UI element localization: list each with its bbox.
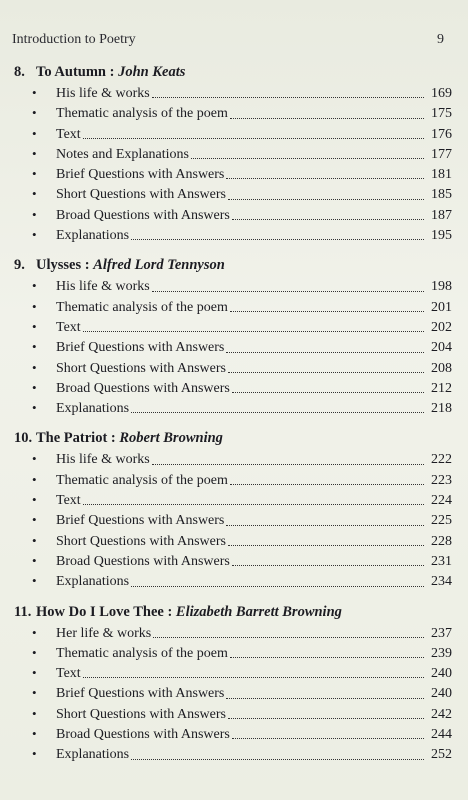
toc-chapter xyxy=(12,62,452,245)
entry-label: Broad Questions with Answers xyxy=(56,207,230,223)
entry-label: Short Questions with Answers xyxy=(56,706,226,722)
toc-entry xyxy=(12,83,452,103)
dot-leader xyxy=(230,484,424,485)
chapter-heading xyxy=(12,62,452,83)
entry-page-number: 195 xyxy=(431,228,452,244)
dot-leader xyxy=(228,199,424,200)
dot-leader xyxy=(228,372,424,373)
entry-page-number: 202 xyxy=(431,319,452,335)
toc-entry xyxy=(12,378,452,398)
entry-label: Text xyxy=(56,126,81,142)
toc-chapter xyxy=(12,428,452,591)
toc-entry xyxy=(12,337,452,357)
running-header xyxy=(12,32,444,48)
dot-leader xyxy=(228,545,424,546)
entry-label: Text xyxy=(56,493,81,509)
entry-label: Brief Questions with Answers xyxy=(56,340,225,356)
bullet-icon: • xyxy=(32,685,37,701)
bullet-icon: • xyxy=(32,318,37,334)
bullet-icon: • xyxy=(32,573,37,589)
entry-page-number: 225 xyxy=(431,513,452,529)
entry-page-number: 201 xyxy=(431,299,452,315)
bullet-icon: • xyxy=(32,359,37,375)
bullet-icon: • xyxy=(32,644,37,660)
dot-leader xyxy=(131,412,424,413)
toc-entry xyxy=(12,531,452,551)
dot-leader xyxy=(131,239,424,240)
chapter-heading xyxy=(12,428,452,449)
bullet-icon: • xyxy=(32,471,37,487)
toc-entry xyxy=(12,103,452,123)
chapter-author: John Keats xyxy=(118,64,186,80)
toc-entry xyxy=(12,205,452,225)
bullet-icon: • xyxy=(32,166,37,182)
toc-entry xyxy=(12,276,452,296)
bullet-icon: • xyxy=(32,746,37,762)
bullet-icon: • xyxy=(32,105,37,121)
entry-page-number: 228 xyxy=(431,533,452,549)
entry-page-number: 242 xyxy=(431,706,452,722)
dot-leader xyxy=(232,565,424,566)
entry-label: Text xyxy=(56,666,81,682)
dot-leader xyxy=(191,158,424,159)
bullet-icon: • xyxy=(32,206,37,222)
bullet-icon: • xyxy=(32,705,37,721)
dot-leader xyxy=(228,718,424,719)
chapter-title: How Do I Love Thee : xyxy=(36,603,176,620)
dot-leader xyxy=(232,738,424,739)
chapter-number: 9. xyxy=(14,257,25,274)
entry-page-number: 231 xyxy=(431,553,452,569)
bullet-icon: • xyxy=(32,85,37,100)
entry-label: Brief Questions with Answers xyxy=(56,686,225,702)
toc-entry xyxy=(12,623,452,643)
dot-leader xyxy=(226,525,424,526)
entry-page-number: 244 xyxy=(431,727,452,743)
dot-leader xyxy=(226,352,424,353)
toc-entry xyxy=(12,297,452,317)
entry-page-number: 204 xyxy=(431,340,452,356)
bullet-icon: • xyxy=(32,532,37,548)
toc-entry xyxy=(12,317,452,337)
entry-page-number: 198 xyxy=(431,279,452,295)
entry-label: Brief Questions with Answers xyxy=(56,513,225,529)
dot-leader xyxy=(232,392,424,393)
entry-label: Explanations xyxy=(56,401,130,417)
dot-leader xyxy=(131,759,424,760)
table-of-contents xyxy=(12,62,452,775)
dot-leader xyxy=(152,291,424,292)
toc-entry xyxy=(12,470,452,490)
toc-entry xyxy=(12,164,452,184)
toc-entry xyxy=(12,358,452,378)
dot-leader xyxy=(83,331,424,332)
bullet-icon: • xyxy=(32,278,37,294)
entry-label: Broad Questions with Answers xyxy=(56,380,230,396)
bullet-icon: • xyxy=(32,552,37,568)
chapter-title: To Autumn : xyxy=(36,64,119,80)
bullet-icon: • xyxy=(32,451,37,467)
toc-entry xyxy=(12,144,452,164)
entry-label: Her life & works xyxy=(56,625,152,641)
bullet-icon: • xyxy=(32,512,37,528)
chapter-author: Elizabeth Barrett Browning xyxy=(175,603,342,620)
running-title: Introduction to Poetry xyxy=(12,32,136,47)
entry-label: Short Questions with Answers xyxy=(56,187,226,203)
entry-page-number: 212 xyxy=(431,380,452,396)
bullet-icon: • xyxy=(32,624,37,640)
toc-entry xyxy=(12,744,452,764)
dot-leader xyxy=(226,698,424,699)
entry-label: Thematic analysis of the poem xyxy=(56,299,228,315)
entry-label: Thematic analysis of the poem xyxy=(56,645,228,661)
entry-page-number: 237 xyxy=(431,625,452,641)
chapter-title: The Patriot : xyxy=(36,430,120,447)
chapter-heading xyxy=(12,255,452,276)
entry-label: Thematic analysis of the poem xyxy=(56,472,228,488)
chapter-heading xyxy=(12,602,452,623)
entry-label: Short Questions with Answers xyxy=(56,533,226,549)
dot-leader xyxy=(153,637,424,638)
entry-page-number: 185 xyxy=(431,187,452,203)
bullet-icon: • xyxy=(32,400,37,416)
entry-page-number: 176 xyxy=(431,126,452,142)
toc-entry xyxy=(12,510,452,530)
chapter-title: Ulysses : xyxy=(36,257,94,274)
entry-page-number: 239 xyxy=(431,645,452,661)
toc-entry xyxy=(12,663,452,683)
bullet-icon: • xyxy=(32,125,37,141)
dot-leader xyxy=(83,504,424,505)
entry-label: His life & works xyxy=(56,86,150,101)
toc-chapter xyxy=(12,602,452,765)
toc-entry xyxy=(12,724,452,744)
entry-label: Broad Questions with Answers xyxy=(56,553,230,569)
entry-label: Explanations xyxy=(56,747,130,763)
chapter-number: 8. xyxy=(14,64,25,80)
bullet-icon: • xyxy=(32,186,37,202)
chapter-author: Alfred Lord Tennyson xyxy=(93,257,225,274)
toc-entry xyxy=(12,571,452,591)
entry-label: Short Questions with Answers xyxy=(56,360,226,376)
toc-entry xyxy=(12,184,452,204)
entry-label: Explanations xyxy=(56,574,130,590)
dot-leader xyxy=(131,586,424,587)
dot-leader xyxy=(83,138,424,139)
bullet-icon: • xyxy=(32,726,37,742)
toc-chapter xyxy=(12,255,452,418)
entry-label: Brief Questions with Answers xyxy=(56,167,225,183)
toc-entry xyxy=(12,490,452,510)
dot-leader xyxy=(152,464,424,465)
entry-label: His life & works xyxy=(56,452,150,468)
entry-label: Notes and Explanations xyxy=(56,146,189,162)
toc-entry xyxy=(12,683,452,703)
entry-label: Text xyxy=(56,319,81,335)
entry-page-number: 252 xyxy=(431,747,452,763)
bullet-icon: • xyxy=(32,227,37,243)
chapter-author: Robert Browning xyxy=(119,430,223,447)
toc-entry xyxy=(12,124,452,144)
entry-page-number: 175 xyxy=(431,106,452,122)
entry-label: Thematic analysis of the poem xyxy=(56,106,228,122)
toc-entry xyxy=(12,551,452,571)
bullet-icon: • xyxy=(32,339,37,355)
toc-entry xyxy=(12,643,452,663)
entry-page-number: 208 xyxy=(431,360,452,376)
entry-page-number: 240 xyxy=(431,666,452,682)
entry-label: Explanations xyxy=(56,228,130,244)
entry-page-number: 169 xyxy=(431,86,452,101)
page-number: 9 xyxy=(437,32,444,47)
entry-page-number: 224 xyxy=(431,493,452,509)
chapter-number: 11. xyxy=(14,603,32,620)
entry-page-number: 222 xyxy=(431,452,452,468)
bullet-icon: • xyxy=(32,145,37,161)
bullet-icon: • xyxy=(32,665,37,681)
dot-leader xyxy=(230,311,424,312)
entry-page-number: 223 xyxy=(431,472,452,488)
entry-page-number: 177 xyxy=(431,146,452,162)
dot-leader xyxy=(152,97,424,98)
bullet-icon: • xyxy=(32,379,37,395)
dot-leader xyxy=(230,118,424,119)
entry-page-number: 234 xyxy=(431,574,452,590)
chapter-number: 10. xyxy=(14,430,33,447)
dot-leader xyxy=(83,677,424,678)
bullet-icon: • xyxy=(32,298,37,314)
entry-label: His life & works xyxy=(56,279,150,295)
entry-page-number: 218 xyxy=(431,401,452,417)
toc-entry xyxy=(12,398,452,418)
bullet-icon: • xyxy=(32,492,37,508)
toc-entry xyxy=(12,225,452,245)
entry-page-number: 181 xyxy=(431,167,452,183)
toc-entry xyxy=(12,449,452,469)
dot-leader xyxy=(226,178,424,179)
dot-leader xyxy=(230,657,424,658)
dot-leader xyxy=(232,219,424,220)
entry-page-number: 240 xyxy=(431,686,452,702)
entry-label: Broad Questions with Answers xyxy=(56,727,230,743)
toc-entry xyxy=(12,704,452,724)
entry-page-number: 187 xyxy=(431,207,452,223)
